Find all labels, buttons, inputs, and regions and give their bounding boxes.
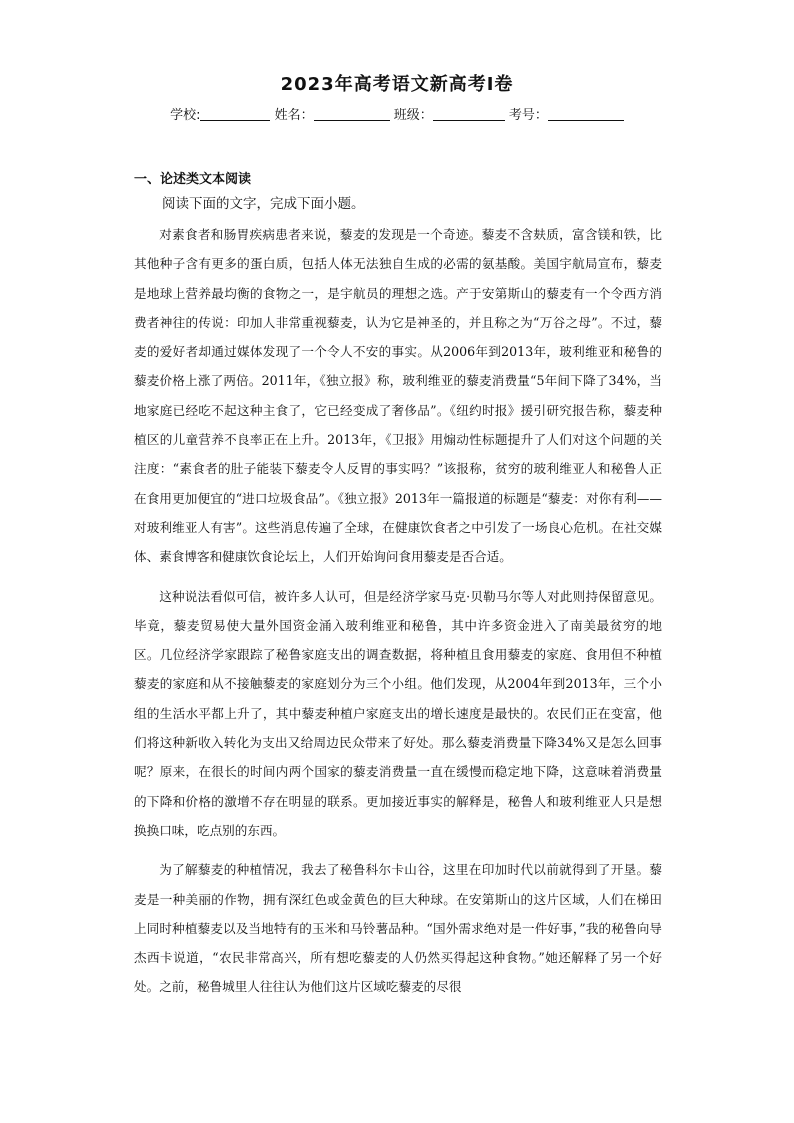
passage-paragraph: 为了解藜麦的种植情况，我去了秘鲁科尔卡山谷，这里在印加时代以前就得到了开垦。藜麦是一种美丽的作物，拥有深红色或金黄色的巨大种球。在安第斯山的这片区域，人们在梯田上同时种植藜麦以及当地特有的玉米和马铃薯品种。“国外需求绝对是一件好事，”我的秘鲁向导杰西卡说道，“农民非常高兴，所有想吃藜麦的人仍然买得起这种食物。”她还解释了另一个好处。之前，秘鲁城里人往往认为他们这片区域吃藜麦的尽很 (134, 862, 662, 995)
passage-paragraph: 对素食者和肠胃疾病患者来说，藜麦的发现是一个奇迹。藜麦不含麸质，富含镁和铁，比其他种子含有更多的蛋白质，包括人体无法独自生成的必需的氨基酸。美国宇航局宣布，藜麦是地球上营养最均衡的食物之一，是宇航员的理想之选。产于安第斯山的藜麦有一个令西方消费者神往的传说：印加人非常重视藜麦，认为它是神圣的，并且称之为“万谷之母”。不过，藜麦的爱好者却通过媒体发现了一个令人不安的事实。从2006年到2013年，玻利维亚和秘鲁的藜麦价格上涨了两倍。2011年，《独立报》称，玻利维亚的藜麦消费量“5年间下降了34%，当地家庭已经吃不起这种主食了，它已经变成了奢侈品”。《纽约时报》援引研究报告称，藜麦种植区的儿童营养不良率正在上升。2013年，《卫报》用煽动性标题提升了人们对这个问题的关注度：“素食者的肚子能装下藜麦令人反胃的事实吗？”该报称，贫穷的玻利维亚人和秘鲁人正在食用更加便宜的“进口垃圾食品”。《独立报》2013年一篇报道的标题是“藜麦：对你有利——对玻利维亚人有害”。这些消息传遍了全球，在健康饮食者之中引发了一场良心危机。在社交媒体、素食博客和健康饮食论坛上，人们开始询问食用藜麦是否合适。 (134, 227, 662, 565)
passage-body (134, 220, 662, 1012)
school-blank[interactable] (200, 106, 270, 121)
class-blank[interactable] (433, 106, 505, 121)
student-info-line (0, 104, 794, 123)
section-heading: 一、论述类文本阅读 (134, 172, 252, 187)
exam-number-label: 考号： (508, 108, 548, 123)
name-blank[interactable] (314, 106, 390, 121)
exam-title: 2023年高考语文新高考Ⅰ卷 (280, 74, 514, 95)
section-instruction: 阅读下面的文字，完成下面小题。 (162, 196, 365, 212)
exam-number-blank[interactable] (548, 106, 624, 121)
name-label: 姓名： (274, 108, 314, 123)
class-label: 班级： (393, 108, 433, 123)
passage-paragraph: 这种说法看似可信，被许多人认可，但是经济学家马克·贝勒马尔等人对此则持保留意见。毕竟，藜麦贸易使大量外国资金涌入玻利维亚和秘鲁，其中许多资金进入了南美最贫穷的地区。几位经济学家跟踪了秘鲁家庭支出的调查数据，将种植且食用藜麦的家庭、食用但不种植藜麦的家庭和从不接触藜麦的家庭划分为三个小组。他们发现，从2004年到2013年，三个小组的生活水平都上升了，其中藜麦种植户家庭支出的增长速度是最快的。农民们正在变富，他们将这种新收入转化为支出又给周边民众带来了好处。那么藜麦消费量下降34%又是怎么回事呢？原来，在很长的时间内两个国家的藜麦消费量一直在缓慢而稳定地下降，这意味着消费量的下降和价格的激增不存在明显的联系。更加接近事实的解释是，秘鲁人和玻利维亚人只是想换换口味，吃点别的东西。 (134, 588, 662, 838)
school-label: 学校: (170, 108, 201, 123)
